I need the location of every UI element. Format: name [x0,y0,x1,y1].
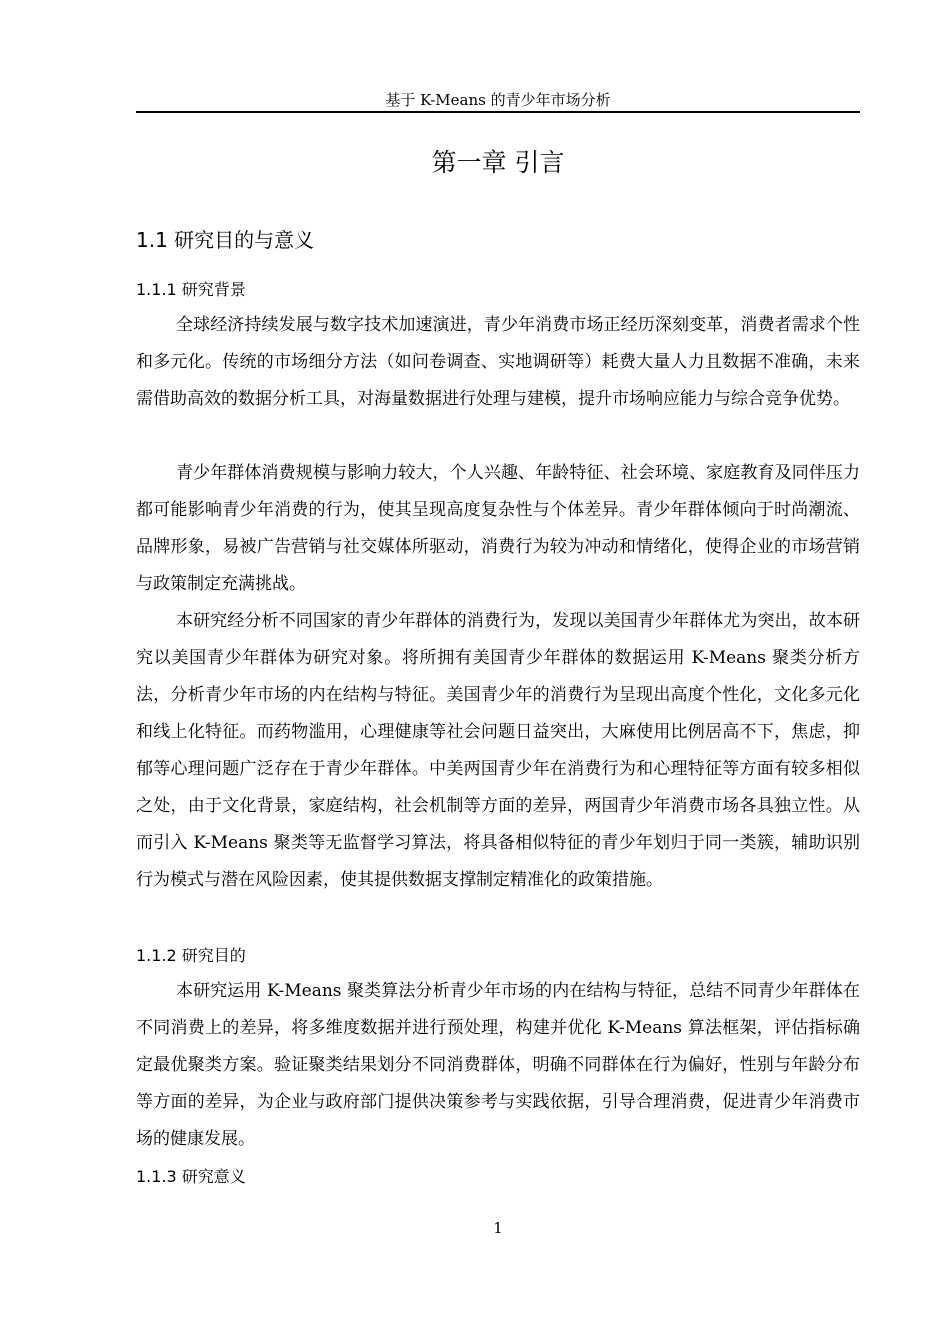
header-rule [136,111,860,113]
subsection-heading-background: 1.1.1 研究背景 [136,280,246,299]
page-number: 1 [493,1219,503,1237]
subsection-heading-significance: 1.1.3 研究意义 [136,1167,246,1186]
paragraph-background-3: 本研究经分析不同国家的青少年群体的消费行为，发现以美国青少年群体尤为突出，故本研究以美国青少年群体为研究对象。将所拥有美国青少年群体的数据运用 K-Means 聚类分析方法，分析青少年市场的内在结构与特征。美国青少年的消费行为呈现出高度个性化，文化多元化和线上化特征。而药物滥用，心理健康等社会问题日益突出，大麻使用比例居高不下，焦虑，抑郁等心理问题广泛存在于青少年群体。中美两国青少年在消费行为和心理特征等方面有较多相似之处，由于文化背景，家庭结构，社会机制等方面的差异，两国青少年消费市场各具独立性。从而引入 K-Means 聚类等无监督学习算法，将具备相似特征的青少年划归于同一类簇，辅助识别行为模式与潜在风险因素，使其提供数据支撑制定精准化的政策措施。 [136,611,860,890]
paragraph-purpose: 本研究运用 K-Means 聚类算法分析青少年市场的内在结构与特征，总结不同青少年群体在不同消费上的差异，将多维度数据并进行预处理，构建并优化 K-Means 算法框架，评估指标确定最优聚类方案。验证聚类结果划分不同消费群体，明确不同群体在行为偏好，性别与年龄分布等方面的差异，为企业与政府部门提供决策参考与实践依据，引导合理消费，促进青少年消费市场的健康发展。 [136,981,860,1149]
section-heading: 1.1 研究目的与意义 [136,228,315,252]
paragraph-background-2: 青少年群体消费规模与影响力较大，个人兴趣、年龄特征、社会环境、家庭教育及同伴压力都可能影响青少年消费的行为，使其呈现高度复杂性与个体差异。青少年群体倾向于时尚潮流、品牌形象，易被广告营销与社交媒体所驱动，消费行为较为冲动和情绪化，使得企业的市场营销与政策制定充满挑战。 [136,463,860,594]
paragraph-background-1: 全球经济持续发展与数字技术加速演进，青少年消费市场正经历深刻变革，消费者需求个性和多元化。传统的市场细分方法（如问卷调查、实地调研等）耗费大量人力且数据不准确，未来需借助高效的数据分析工具，对海量数据进行处理与建模，提升市场响应能力与综合竞争优势。 [136,315,860,409]
subsection-heading-purpose: 1.1.2 研究目的 [136,946,246,965]
running-header: 基于 K-Means 的青少年市场分析 [385,91,611,109]
chapter-title: 第一章 引言 [431,148,565,177]
